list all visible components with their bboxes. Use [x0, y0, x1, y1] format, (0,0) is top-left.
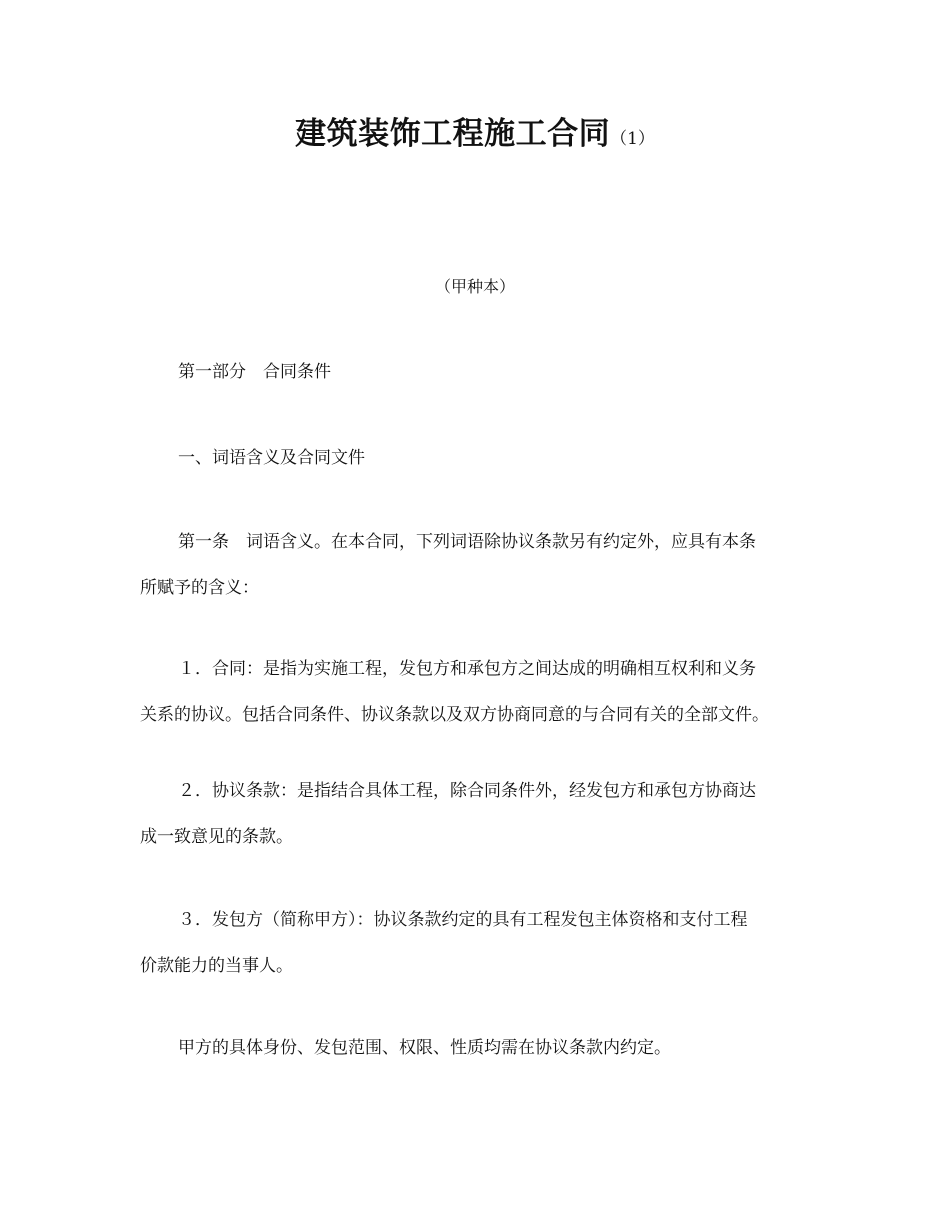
edition-label: （甲种本）: [434, 277, 515, 296]
part-heading: [140, 360, 820, 384]
section-heading-text: 一、词语含义及合同文件: [178, 448, 365, 468]
item-3-line-1: ３．发包方（简称甲方）：协议条款约定的具有工程发包主体资格和支付工程: [178, 910, 748, 930]
article-1-line-2: 所赋予的含义：: [140, 578, 259, 598]
note-text: 甲方的具体身份、发包范围、权限、性质均需在协议条款内约定。: [178, 1038, 671, 1058]
item-1-line-1: １．合同：是指为实施工程，发包方和承包方之间达成的明确相互权利和义务: [178, 659, 756, 679]
item-1: [140, 657, 820, 727]
title-main: 建筑装饰工程施工合同: [295, 116, 611, 152]
item-2-line-1: ２．协议条款：是指结合具体工程，除合同条件外，经发包方和承包方协商达: [178, 781, 756, 801]
item-1-line-2: 关系的协议。包括合同条件、协议条款以及双方协商同意的与合同有关的全部文件。: [140, 705, 769, 725]
document-title: [0, 112, 950, 161]
section-heading: [140, 446, 820, 470]
title-suffix: （1）: [610, 129, 655, 149]
item-2-line-2: 成一致意见的条款。: [140, 827, 293, 847]
item-3-line-2: 价款能力的当事人。: [140, 956, 293, 976]
article-1: [140, 530, 820, 600]
article-1-line-1: 第一条 词语含义。在本合同，下列词语除协议条款另有约定外，应具有本条: [178, 532, 756, 552]
item-3: [140, 908, 820, 978]
item-2: [140, 779, 820, 849]
part-heading-text: 第一部分 合同条件: [178, 362, 331, 382]
note-paragraph: [140, 1036, 820, 1060]
